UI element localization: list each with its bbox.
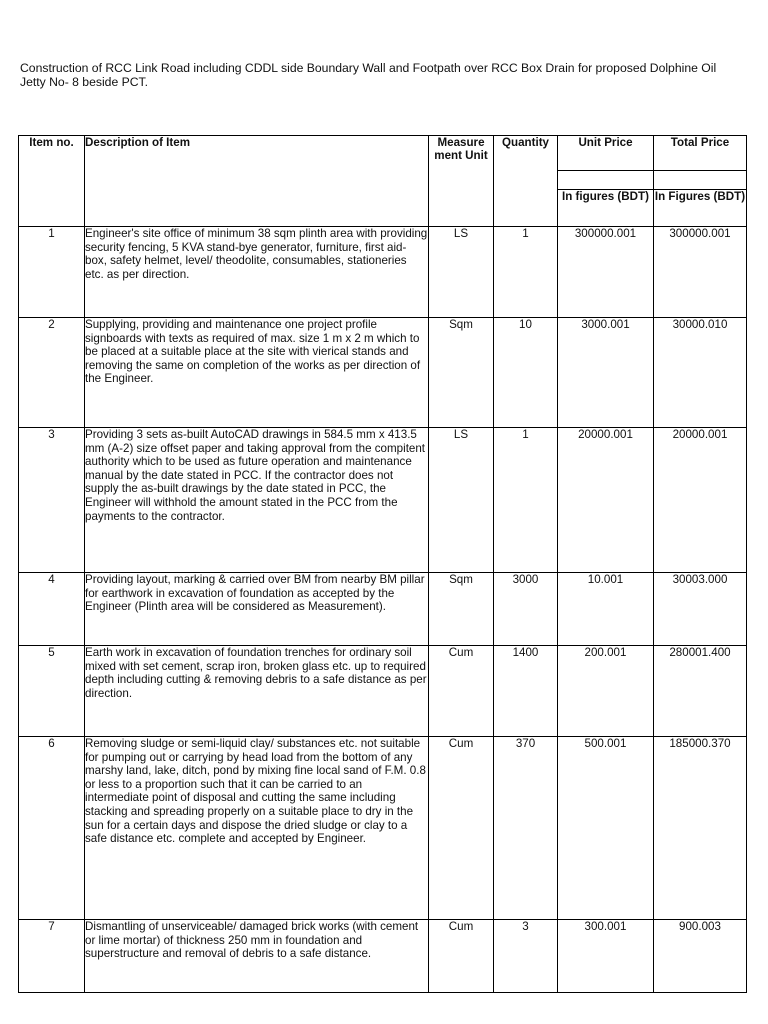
header-quantity: Quantity [494, 136, 558, 227]
item-unit: Sqm [429, 573, 494, 646]
header-measurement-unit: Measure ment Unit [429, 136, 494, 227]
item-description: Supplying, providing and maintenance one project profile signboards with texts as required of max. size 1 m x 2 m which to be placed at a suitable place at the site with vierical stands and removing the same on completion of the works as per direction of the Engineer. [85, 318, 429, 428]
item-total-price: 900.003 [654, 920, 747, 993]
table-row [19, 920, 747, 993]
table-row [19, 428, 747, 573]
item-quantity: 1 [494, 428, 558, 573]
item-unit-price: 300000.001 [558, 227, 654, 318]
table-row [19, 573, 747, 646]
item-total-price: 300000.001 [654, 227, 747, 318]
header-unit-price-sub: In figures (BDT) [558, 190, 654, 227]
item-unit: Cum [429, 737, 494, 920]
item-total-price: 20000.001 [654, 428, 747, 573]
document-title: Construction of RCC Link Road including CDDL side Boundary Wall and Footpath over RCC Box Drain for proposed Dolphine Oil Jetty No- 8 beside PCT. [20, 61, 717, 89]
item-number: 6 [19, 737, 85, 920]
item-total-price: 30003.000 [654, 573, 747, 646]
item-unit-price: 20000.001 [558, 428, 654, 573]
item-unit-price: 200.001 [558, 646, 654, 737]
item-unit-price: 3000.001 [558, 318, 654, 428]
item-total-price: 280001.400 [654, 646, 747, 737]
header-total-price: Total Price [654, 136, 747, 171]
item-unit: Sqm [429, 318, 494, 428]
item-quantity: 3000 [494, 573, 558, 646]
item-total-price: 185000.370 [654, 737, 747, 920]
item-number: 1 [19, 227, 85, 318]
item-description: Dismantling of unserviceable/ damaged brick works (with cement or lime mortar) of thickness 250 mm in foundation and superstructure and removal of debris to a safe distance. [85, 920, 429, 993]
item-quantity: 3 [494, 920, 558, 993]
item-number: 5 [19, 646, 85, 737]
item-description: Engineer's site office of minimum 38 sqm plinth area with providing security fencing, 5 KVA stand-bye generator, furniture, first aid-box, safety helmet, level/ theodolite, consumables, stationeries etc. as per direction. [85, 227, 429, 318]
table-row [19, 318, 747, 428]
item-total-price: 30000.010 [654, 318, 747, 428]
item-number: 7 [19, 920, 85, 993]
header-total-price-sub: In Figures (BDT) [654, 190, 747, 227]
item-unit: Cum [429, 920, 494, 993]
item-unit: LS [429, 428, 494, 573]
table-row [19, 737, 747, 920]
header-description: Description of Item [85, 136, 429, 227]
item-description: Providing layout, marking & carried over BM from nearby BM pillar for earthwork in excavation of foundation as accepted by the Engineer (Plinth area will be considered as Measurement). [85, 573, 429, 646]
item-unit: Cum [429, 646, 494, 737]
table-row [19, 227, 747, 318]
item-number: 4 [19, 573, 85, 646]
item-unit-price: 500.001 [558, 737, 654, 920]
item-number: 3 [19, 428, 85, 573]
item-description: Providing 3 sets as-built AutoCAD drawings in 584.5 mm x 413.5 mm (A-2) size offset paper and taking approval from the compitent authority which to be used as future operation and maintenance manual by the date stated in PCC. If the contractor does not supply the as-built drawings by the date stated in PCC, the Engineer will withhold the amount stated in the PCC from the payments to the contractor. [85, 428, 429, 573]
item-unit-price: 300.001 [558, 920, 654, 993]
bill-of-quantities-table [18, 135, 747, 993]
header-blank-cell [558, 171, 654, 190]
item-unit: LS [429, 227, 494, 318]
item-quantity: 1400 [494, 646, 558, 737]
item-description: Earth work in excavation of foundation trenches for ordinary soil mixed with set cement, scrap iron, broken glass etc. up to required depth including cutting & removing debris to a safe distance as per direction. [85, 646, 429, 737]
item-number: 2 [19, 318, 85, 428]
item-quantity: 370 [494, 737, 558, 920]
item-quantity: 1 [494, 227, 558, 318]
header-item-no: Item no. [19, 136, 85, 227]
item-description: Removing sludge or semi-liquid clay/ substances etc. not suitable for pumping out or carrying by head load from the bottom of any marshy land, lake, ditch, pond by mixing fine local sand of F.M. 0.8 or less to a proportion such that it can be carried to an intermediate point of disposal and cutting the same including stacking and spreading properly on a suitable place to dry in the sun for a certain days and dispose the dried sludge or clay to a safe distance etc. complete and accepted by Engineer. [85, 737, 429, 920]
item-unit-price: 10.001 [558, 573, 654, 646]
item-quantity: 10 [494, 318, 558, 428]
header-blank-cell [654, 171, 747, 190]
header-unit-price: Unit Price [558, 136, 654, 171]
table-row [19, 646, 747, 737]
